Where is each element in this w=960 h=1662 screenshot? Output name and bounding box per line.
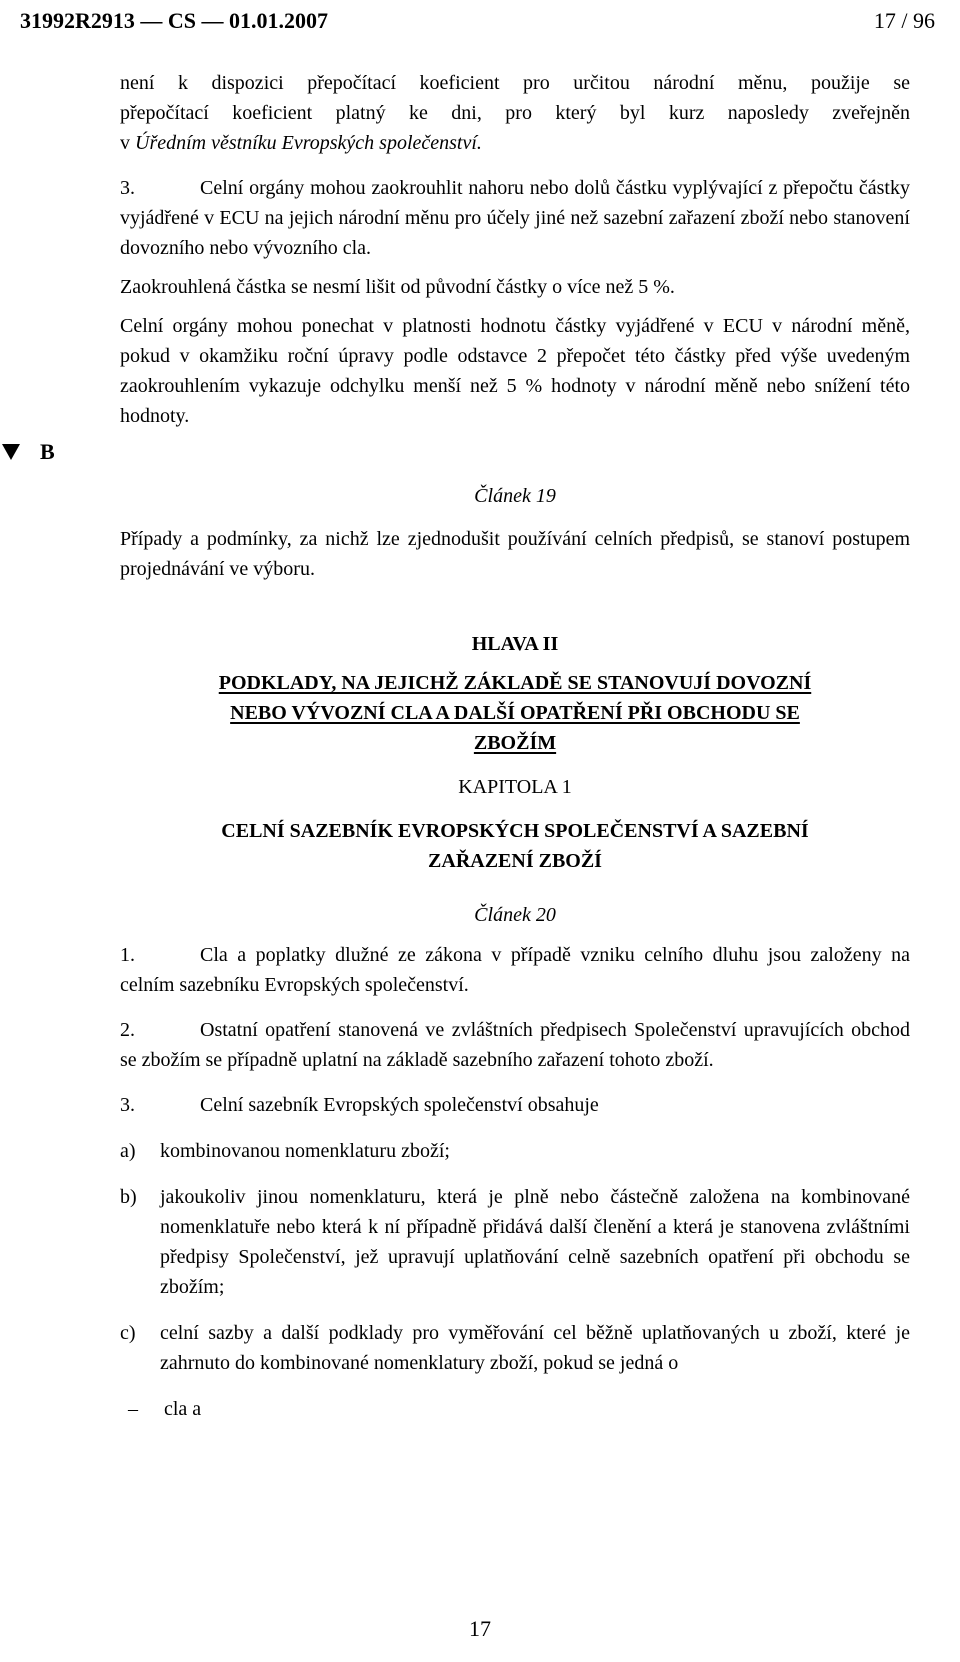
keep-value-paragraph: Celní orgány mohou ponechat v platnosti hodnotu částky vyjádřené v ECU v národní měně, pokud v okamžiku roční úpravy podle odstavce 2 přepočet této částky před výše uvedeným zaokrouhlením vykazuje odchylku menší než 5 % hodnoty v národní měně nebo snížení této hodnoty. — [120, 315, 910, 427]
title-heading: HLAVA II — [471, 633, 559, 655]
triangle-down-icon — [2, 444, 20, 460]
page-count: 17 / 96 — [873, 8, 935, 33]
title-subject: PODKLADY, NA JEJICHŽ ZÁKLADĚ SE STANOVUJÍ DOVOZNÍ NEBO VÝVOZNÍ CLA A DALŠÍ OPATŘENÍ PŘI OBCHODU SE ZBOŽÍM — [218, 672, 812, 754]
paragraph-3: 3. Celní orgány mohou zaokrouhlit nahoru nebo dolů částku vyplývající z přepočtu částky vyjádřené v ECU na jejich národní měnu pro účely jiné než sazební zařazení zboží nebo stanovení dovozního nebo vývozního cla. — [120, 173, 910, 263]
amendment-marker[interactable] — [0, 437, 55, 467]
article-19-title: Článek 19 — [474, 485, 556, 507]
page-number: 17 — [469, 1616, 491, 1641]
article-20-title: Článek 20 — [474, 904, 556, 926]
document-body — [120, 68, 910, 1424]
article-20-paragraph-3: 3. Celní sazebník Evropských společenství obsahuje — [120, 1094, 599, 1116]
page-header — [20, 6, 940, 38]
chapter-heading: KAPITOLA 1 — [458, 776, 572, 798]
marker-label: B — [40, 439, 55, 464]
article-20-paragraph-1: 1. Cla a poplatky dlužné ze zákona v případě vzniku celního dluhu jsou založeny na celním sazebníku Evropských společenství. — [120, 944, 910, 996]
list-item: b) jakoukoliv jinou nomenklaturu, která je plně nebo částečně založena na kombinované nomenklatuře nebo která k ní případně přidává další členění a která je stanovena zvláštními předpisy Společenství, jež upravují uplatňování celně sazebních opatření při obchodu se zbožím; — [120, 1186, 910, 1298]
intro-paragraph: není k dispozici přepočítací koeficient pro určitou národní měnu, použije se přepočítací koeficient platný ke dni, pro který byl kurz naposledy zveřejněn v Úředním věstníku Evropských společenství. — [120, 72, 910, 154]
rounding-limit-paragraph: Zaokrouhlená částka se nesmí lišit od původní částky o více než 5 %. — [120, 276, 675, 298]
list-item: c) celní sazby a další podklady pro vyměřování cel běžně uplatňovaných u zboží, které je zahrnuto do kombinované nomenklatury zboží, pokud se jedná o — [120, 1322, 910, 1374]
dash-item: – cla a — [128, 1398, 202, 1420]
journal-reference: Úředním věstníku Evropských společenství. — [135, 132, 482, 154]
list-item: a) kombinovanou nomenklaturu zboží; — [120, 1140, 450, 1162]
paragraph-number: 3. — [120, 177, 135, 199]
document-id: 31992R2913 — CS — 01.01.2007 — [20, 8, 329, 33]
chapter-subject: CELNÍ SAZEBNÍK EVROPSKÝCH SPOLEČENSTVÍ A SAZEBNÍ ZAŘAZENÍ ZBOŽÍ — [221, 820, 809, 872]
article-19-text: Případy a podmínky, za nichž lze zjednodušit používání celních předpisů, se stanoví postupem projednávání ve výboru. — [120, 528, 910, 580]
article-20-paragraph-2: 2. Ostatní opatření stanovená ve zvláštních předpisech Společenství upravujících obchod se zbožím se případně uplatní na základě sazebního zařazení tohoto zboží. — [120, 1019, 910, 1071]
